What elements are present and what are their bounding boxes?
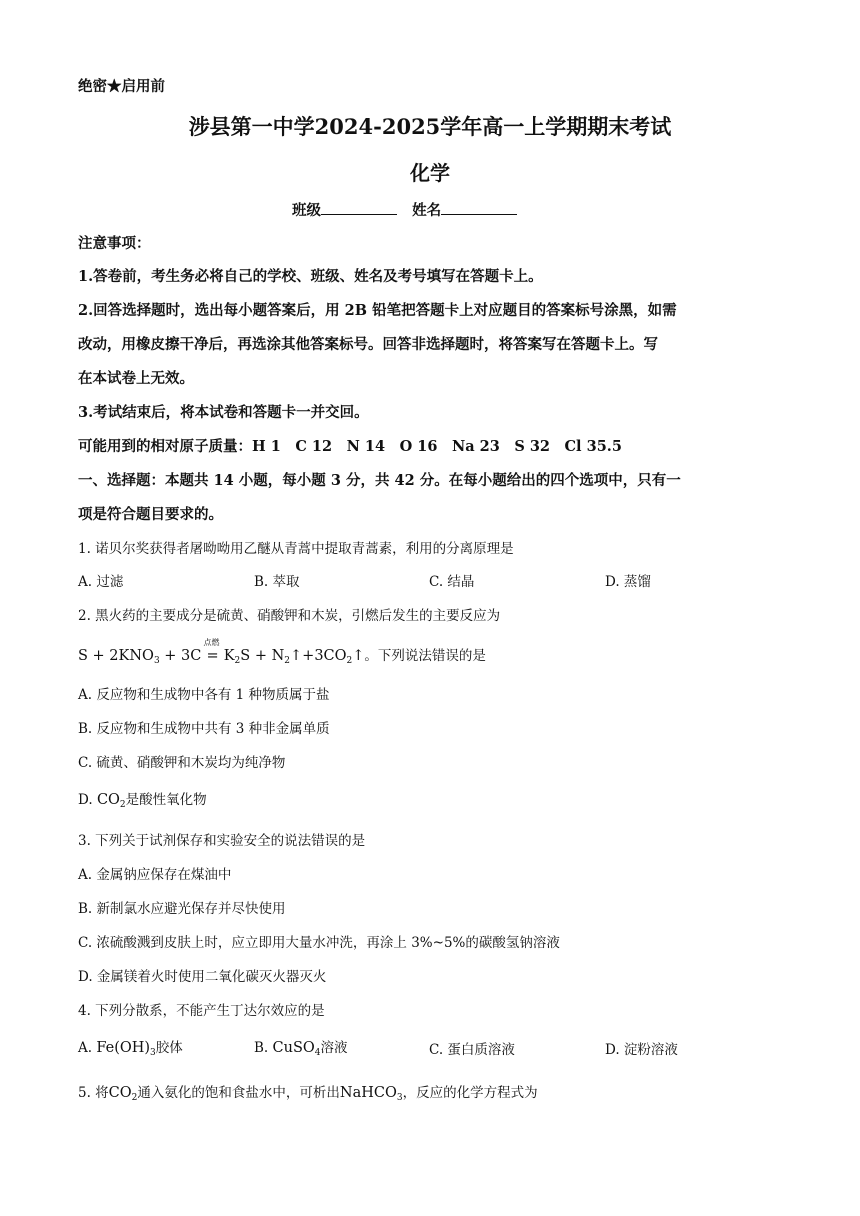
q2-option-b: B. 反应物和生成物中共有 3 种非金属单质 xyxy=(78,721,330,737)
co2-formula: $CO_2$ xyxy=(96,792,126,810)
notice-heading: 注意事项： xyxy=(78,235,151,252)
notice-item-3: 3.考试结束后，将本试卷和答题卡一并交回。 xyxy=(78,404,369,421)
class-name-line xyxy=(292,199,517,220)
q3-option-b: B. 新制氯水应避光保存并尽快使用 xyxy=(78,901,286,917)
q1-option-c: C. 结晶 xyxy=(429,574,475,590)
class-label: 班级 xyxy=(292,202,321,219)
q3-option-c: C. 浓硫酸溅到皮肤上时，应立即用大量水冲洗，再涂上 3%~5%的碳酸氢钠溶液 xyxy=(78,935,560,951)
eq-equals-sign: 点燃 = xyxy=(203,638,220,664)
feoh3-formula: $Fe(OH)_3$ xyxy=(96,1040,156,1058)
section-1-line2: 项是符合题目要求的。 xyxy=(78,506,223,523)
name-label: 姓名 xyxy=(412,202,442,219)
q2-stem-tail: 。下列说法错误的是 xyxy=(364,648,486,664)
section-1-line1: 一、选择题：本题共 14 小题，每小题 3 分，共 42 分。在每小题给出的四个选项中，只有一 xyxy=(78,472,681,489)
notice-item-2-line3: 在本试卷上无效。 xyxy=(78,370,194,387)
q3-option-d: D. 金属镁着火时使用二氧化碳灭火器灭火 xyxy=(78,969,327,985)
eq-condition: 点燃 xyxy=(203,638,220,647)
eq-reactants: $S + 2KNO_3 + 3C$ xyxy=(78,648,202,666)
q2-option-d: D. $CO_2$是酸性氧化物 xyxy=(78,792,207,810)
q1-stem: 1. 诺贝尔奖获得者屠呦呦用乙醚从青蒿中提取青蒿素，利用的分离原理是 xyxy=(78,541,514,557)
exam-title: 涉县第一中学2024-2025学年高一上学期期末考试 xyxy=(188,114,672,139)
q2-stem: 2. 黑火药的主要成分是硫黄、硝酸钾和木炭，引燃后发生的主要反应为 xyxy=(78,608,501,624)
q2-option-a: A. 反应物和生成物中各有 1 种物质属于盐 xyxy=(78,687,330,703)
subject-title: 化学 xyxy=(410,161,450,185)
class-blank xyxy=(321,200,397,215)
co2-formula-q5: $CO_2$ xyxy=(108,1085,138,1103)
q2-equation xyxy=(78,638,486,666)
q3-stem: 3. 下列关于试剂保存和实验安全的说法错误的是 xyxy=(78,833,366,849)
cuso4-formula: CuSO$_4$ xyxy=(272,1040,321,1058)
notice-item-2-line2: 改动，用橡皮擦干净后，再选涂其他答案标号。回答非选择题时，将答案写在答题卡上。写 xyxy=(78,336,658,353)
q5-stem: 5. 将$CO_2$通入氨化的饱和食盐水中，可析出NaHCO$_3$，反应的化学方程式为 xyxy=(78,1085,538,1103)
q4-option-d: D. 淀粉溶液 xyxy=(605,1042,678,1058)
q4-stem: 4. 下列分散系，不能产生丁达尔效应的是 xyxy=(78,1003,325,1019)
secret-label: 绝密★启用前 xyxy=(78,78,165,95)
name-blank xyxy=(441,200,517,215)
q2-option-c: C. 硫黄、硝酸钾和木炭均为纯净物 xyxy=(78,755,286,771)
q1-option-b: B. 萃取 xyxy=(254,574,300,590)
q3-option-a: A. 金属钠应保存在煤油中 xyxy=(78,867,232,883)
notice-item-1: 1.答卷前，考生务必将自己的学校、班级、姓名及考号填写在答题卡上。 xyxy=(78,268,543,285)
nahco3-formula: NaHCO$_3$ xyxy=(339,1085,403,1103)
q4-option-b: B. CuSO$_4$溶液 xyxy=(254,1040,348,1058)
notice-item-2-line1: 2.回答选择题时，选出每小题答案后，用 2B 铅笔把答题卡上对应题目的答案标号涂黑，如需 xyxy=(78,302,677,319)
q1-option-d: D. 蒸馏 xyxy=(605,574,651,590)
q4-option-a: A. $Fe(OH)_3$胶体 xyxy=(78,1040,183,1058)
q1-option-a: A. 过滤 xyxy=(78,574,124,590)
atomic-mass-line: 可能用到的相对原子质量：H 1 C 12 N 14 O 16 Na 23 S 32 Cl 35.5 xyxy=(78,438,622,455)
q4-option-c: C. 蛋白质溶液 xyxy=(429,1042,515,1058)
eq-products: $K_2S$ + $N_2↑+3CO_2↑$ xyxy=(223,648,365,666)
